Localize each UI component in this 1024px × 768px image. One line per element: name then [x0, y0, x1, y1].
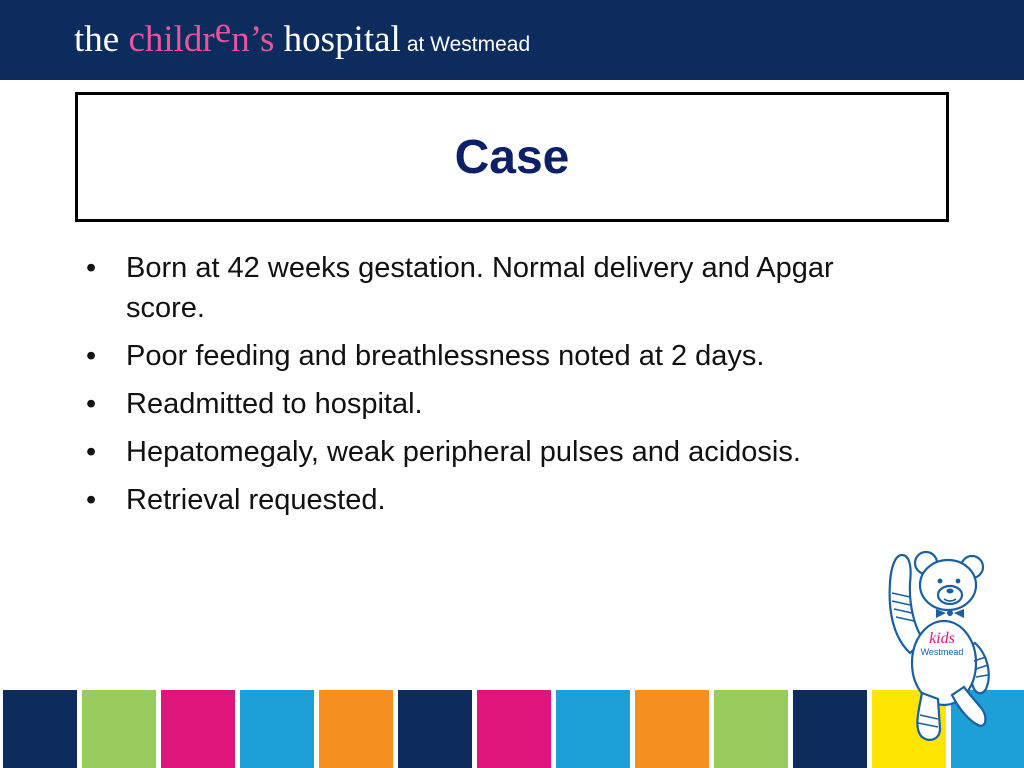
bullet-text: Readmitted to hospital.: [126, 388, 423, 420]
hospital-logo: [74, 10, 531, 67]
header-bar: [0, 0, 1024, 80]
color-stripe: [161, 690, 235, 768]
color-stripe: [82, 690, 156, 768]
slide-title: Case: [454, 130, 570, 184]
bullet-dot: •: [86, 484, 97, 516]
bullet-text: Retrieval requested.: [126, 484, 386, 516]
color-stripe: [635, 690, 709, 768]
bullet-dot: •: [86, 388, 97, 420]
bullet-text: Born at 42 weeks gestation. Normal delivery and Apgar score.: [126, 252, 834, 324]
color-stripe: [477, 690, 551, 768]
bullet-list: [86, 248, 916, 528]
kids-logo-text: kids: [929, 630, 955, 647]
bullet-dot: •: [86, 252, 97, 284]
color-stripe: [556, 690, 630, 768]
bullet-text: Poor feeding and breathlessness noted at 2 days.: [126, 340, 765, 372]
bullet-item: [86, 480, 916, 520]
color-stripe: [240, 690, 314, 768]
color-stripe: [793, 690, 867, 768]
westmead-logo-text: Westmead: [920, 647, 964, 657]
color-stripe: [714, 690, 788, 768]
logo-hospital: hospital: [283, 19, 401, 60]
bullet-item: [86, 248, 916, 328]
color-stripe-band: [0, 690, 1024, 768]
bullet-dot: •: [86, 340, 97, 372]
bullet-text: Hepatomegaly, weak peripheral pulses and acidosis.: [126, 436, 801, 468]
logo-at-westmead: at Westmead: [406, 33, 531, 56]
color-stripe: [319, 690, 393, 768]
color-stripe: [398, 690, 472, 768]
bullet-item: [86, 336, 916, 376]
logo-e: e: [214, 10, 232, 51]
logo-the: the: [74, 19, 120, 60]
logo-ns: n’s: [231, 19, 275, 60]
bullet-item: [86, 432, 916, 472]
teddy-bear-mascot: [880, 543, 1000, 743]
color-stripe: [3, 690, 77, 768]
bullet-item: [86, 384, 916, 424]
bullet-dot: •: [86, 436, 97, 468]
title-box: [75, 92, 949, 222]
logo-childr: childr: [128, 19, 215, 60]
